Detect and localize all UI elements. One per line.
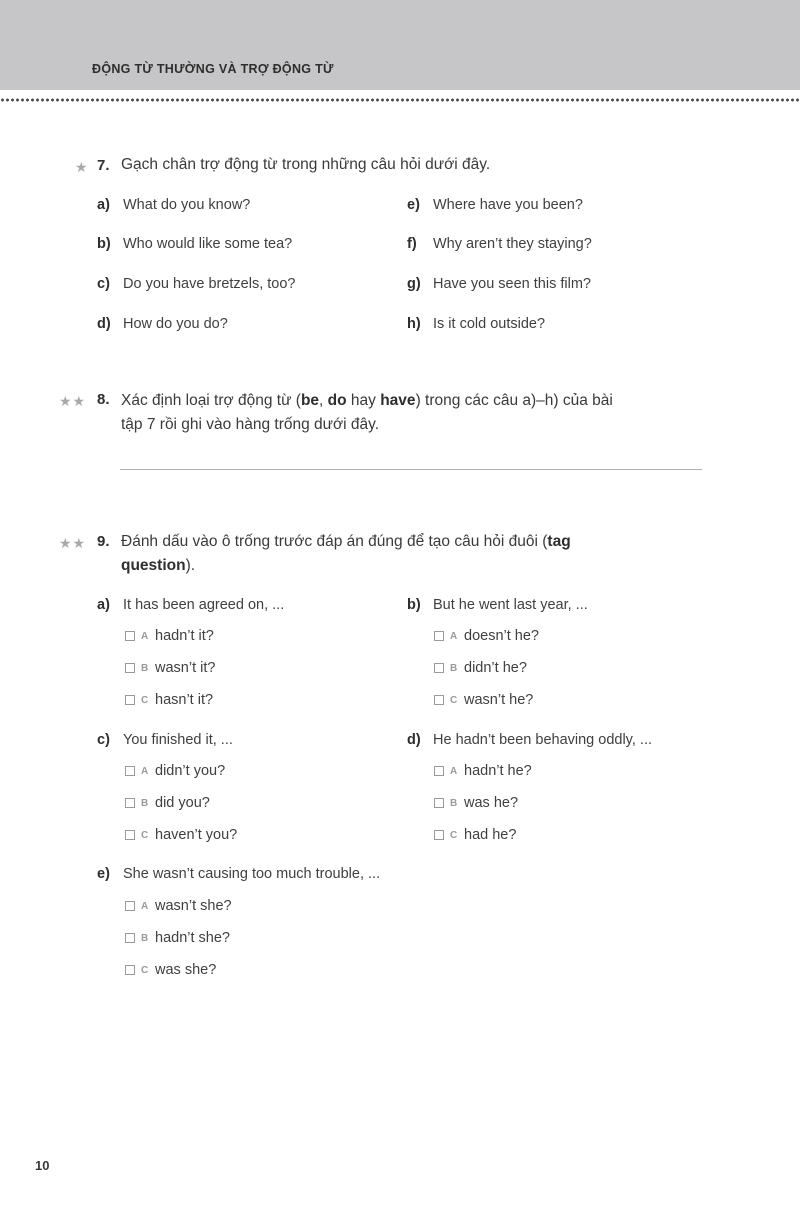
page-number: 10	[35, 1158, 50, 1173]
question-item: e) She wasn’t causing too much trouble, ...	[97, 866, 381, 882]
checkbox[interactable]	[125, 830, 135, 840]
checkbox[interactable]	[125, 663, 135, 673]
answer-line[interactable]	[120, 469, 702, 470]
exercise-number: 8.	[97, 391, 110, 408]
dotted-divider	[0, 97, 800, 103]
checkbox[interactable]	[434, 631, 444, 641]
question-item: a) It has been agreed on, ...	[97, 597, 285, 613]
checkbox[interactable]	[125, 965, 135, 975]
checkbox[interactable]	[125, 933, 135, 943]
answer-option[interactable]: A hadn’t it?	[125, 628, 214, 644]
checkbox[interactable]	[125, 695, 135, 705]
difficulty-stars: ★★	[59, 535, 87, 551]
answer-option[interactable]: B didn’t he?	[434, 660, 527, 676]
exercise-instruction: Gạch chân trợ động từ trong những câu hỏi dưới đây.	[121, 156, 491, 173]
list-item: a) What do you know?	[97, 197, 251, 213]
checkbox[interactable]	[434, 830, 444, 840]
answer-option[interactable]: C hasn’t it?	[125, 692, 213, 708]
page-header	[0, 0, 800, 90]
checkbox[interactable]	[434, 663, 444, 673]
difficulty-stars: ★★	[59, 393, 87, 409]
answer-option[interactable]: C wasn’t he?	[434, 692, 533, 708]
answer-option[interactable]: C was she?	[125, 962, 216, 978]
chapter-title: ĐỘNG TỪ THƯỜNG VÀ TRỢ ĐỘNG TỪ	[92, 62, 334, 76]
checkbox[interactable]	[125, 631, 135, 641]
answer-option[interactable]: A hadn’t he?	[434, 763, 532, 779]
exercise-number: 9.	[97, 533, 110, 550]
list-item: b) Who would like some tea?	[97, 236, 293, 252]
answer-option[interactable]: C had he?	[434, 827, 516, 843]
answer-option[interactable]: A didn’t you?	[125, 763, 225, 779]
exercise-number: 7.	[97, 157, 110, 174]
exercise-instruction: Đánh dấu vào ô trống trước đáp án đúng để tạo câu hỏi đuôi (tag question).	[121, 533, 571, 574]
list-item: h) Is it cold outside?	[407, 316, 546, 332]
list-item: f) Why aren’t they staying?	[407, 236, 592, 252]
checkbox[interactable]	[434, 798, 444, 808]
list-item: d) How do you do?	[97, 316, 228, 332]
checkbox[interactable]	[434, 766, 444, 776]
answer-option[interactable]: A doesn’t he?	[434, 628, 539, 644]
checkbox[interactable]	[125, 766, 135, 776]
difficulty-stars: ★	[75, 159, 89, 175]
checkbox[interactable]	[434, 695, 444, 705]
question-item: d) He hadn’t been behaving oddly, ...	[407, 732, 653, 748]
answer-option[interactable]: B hadn’t she?	[125, 930, 230, 946]
answer-option[interactable]: B wasn’t it?	[125, 660, 215, 676]
question-item: c) You finished it, ...	[97, 732, 233, 748]
checkbox[interactable]	[125, 901, 135, 911]
list-item: e) Where have you been?	[407, 197, 583, 213]
answer-option[interactable]: C haven’t you?	[125, 827, 237, 843]
answer-option[interactable]: B was he?	[434, 795, 518, 811]
list-item: g) Have you seen this film?	[407, 276, 591, 292]
answer-option[interactable]: B did you?	[125, 795, 210, 811]
checkbox[interactable]	[125, 798, 135, 808]
question-item: b) But he went last year, ...	[407, 597, 588, 613]
answer-option[interactable]: A wasn’t she?	[125, 898, 232, 914]
exercise-instruction: Xác định loại trợ động từ (be, do hay have) trong các câu a)–h) của bài tập 7 rồi ghi vào hàng trống dưới đây.	[121, 392, 613, 433]
list-item: c) Do you have bretzels, too?	[97, 276, 296, 292]
